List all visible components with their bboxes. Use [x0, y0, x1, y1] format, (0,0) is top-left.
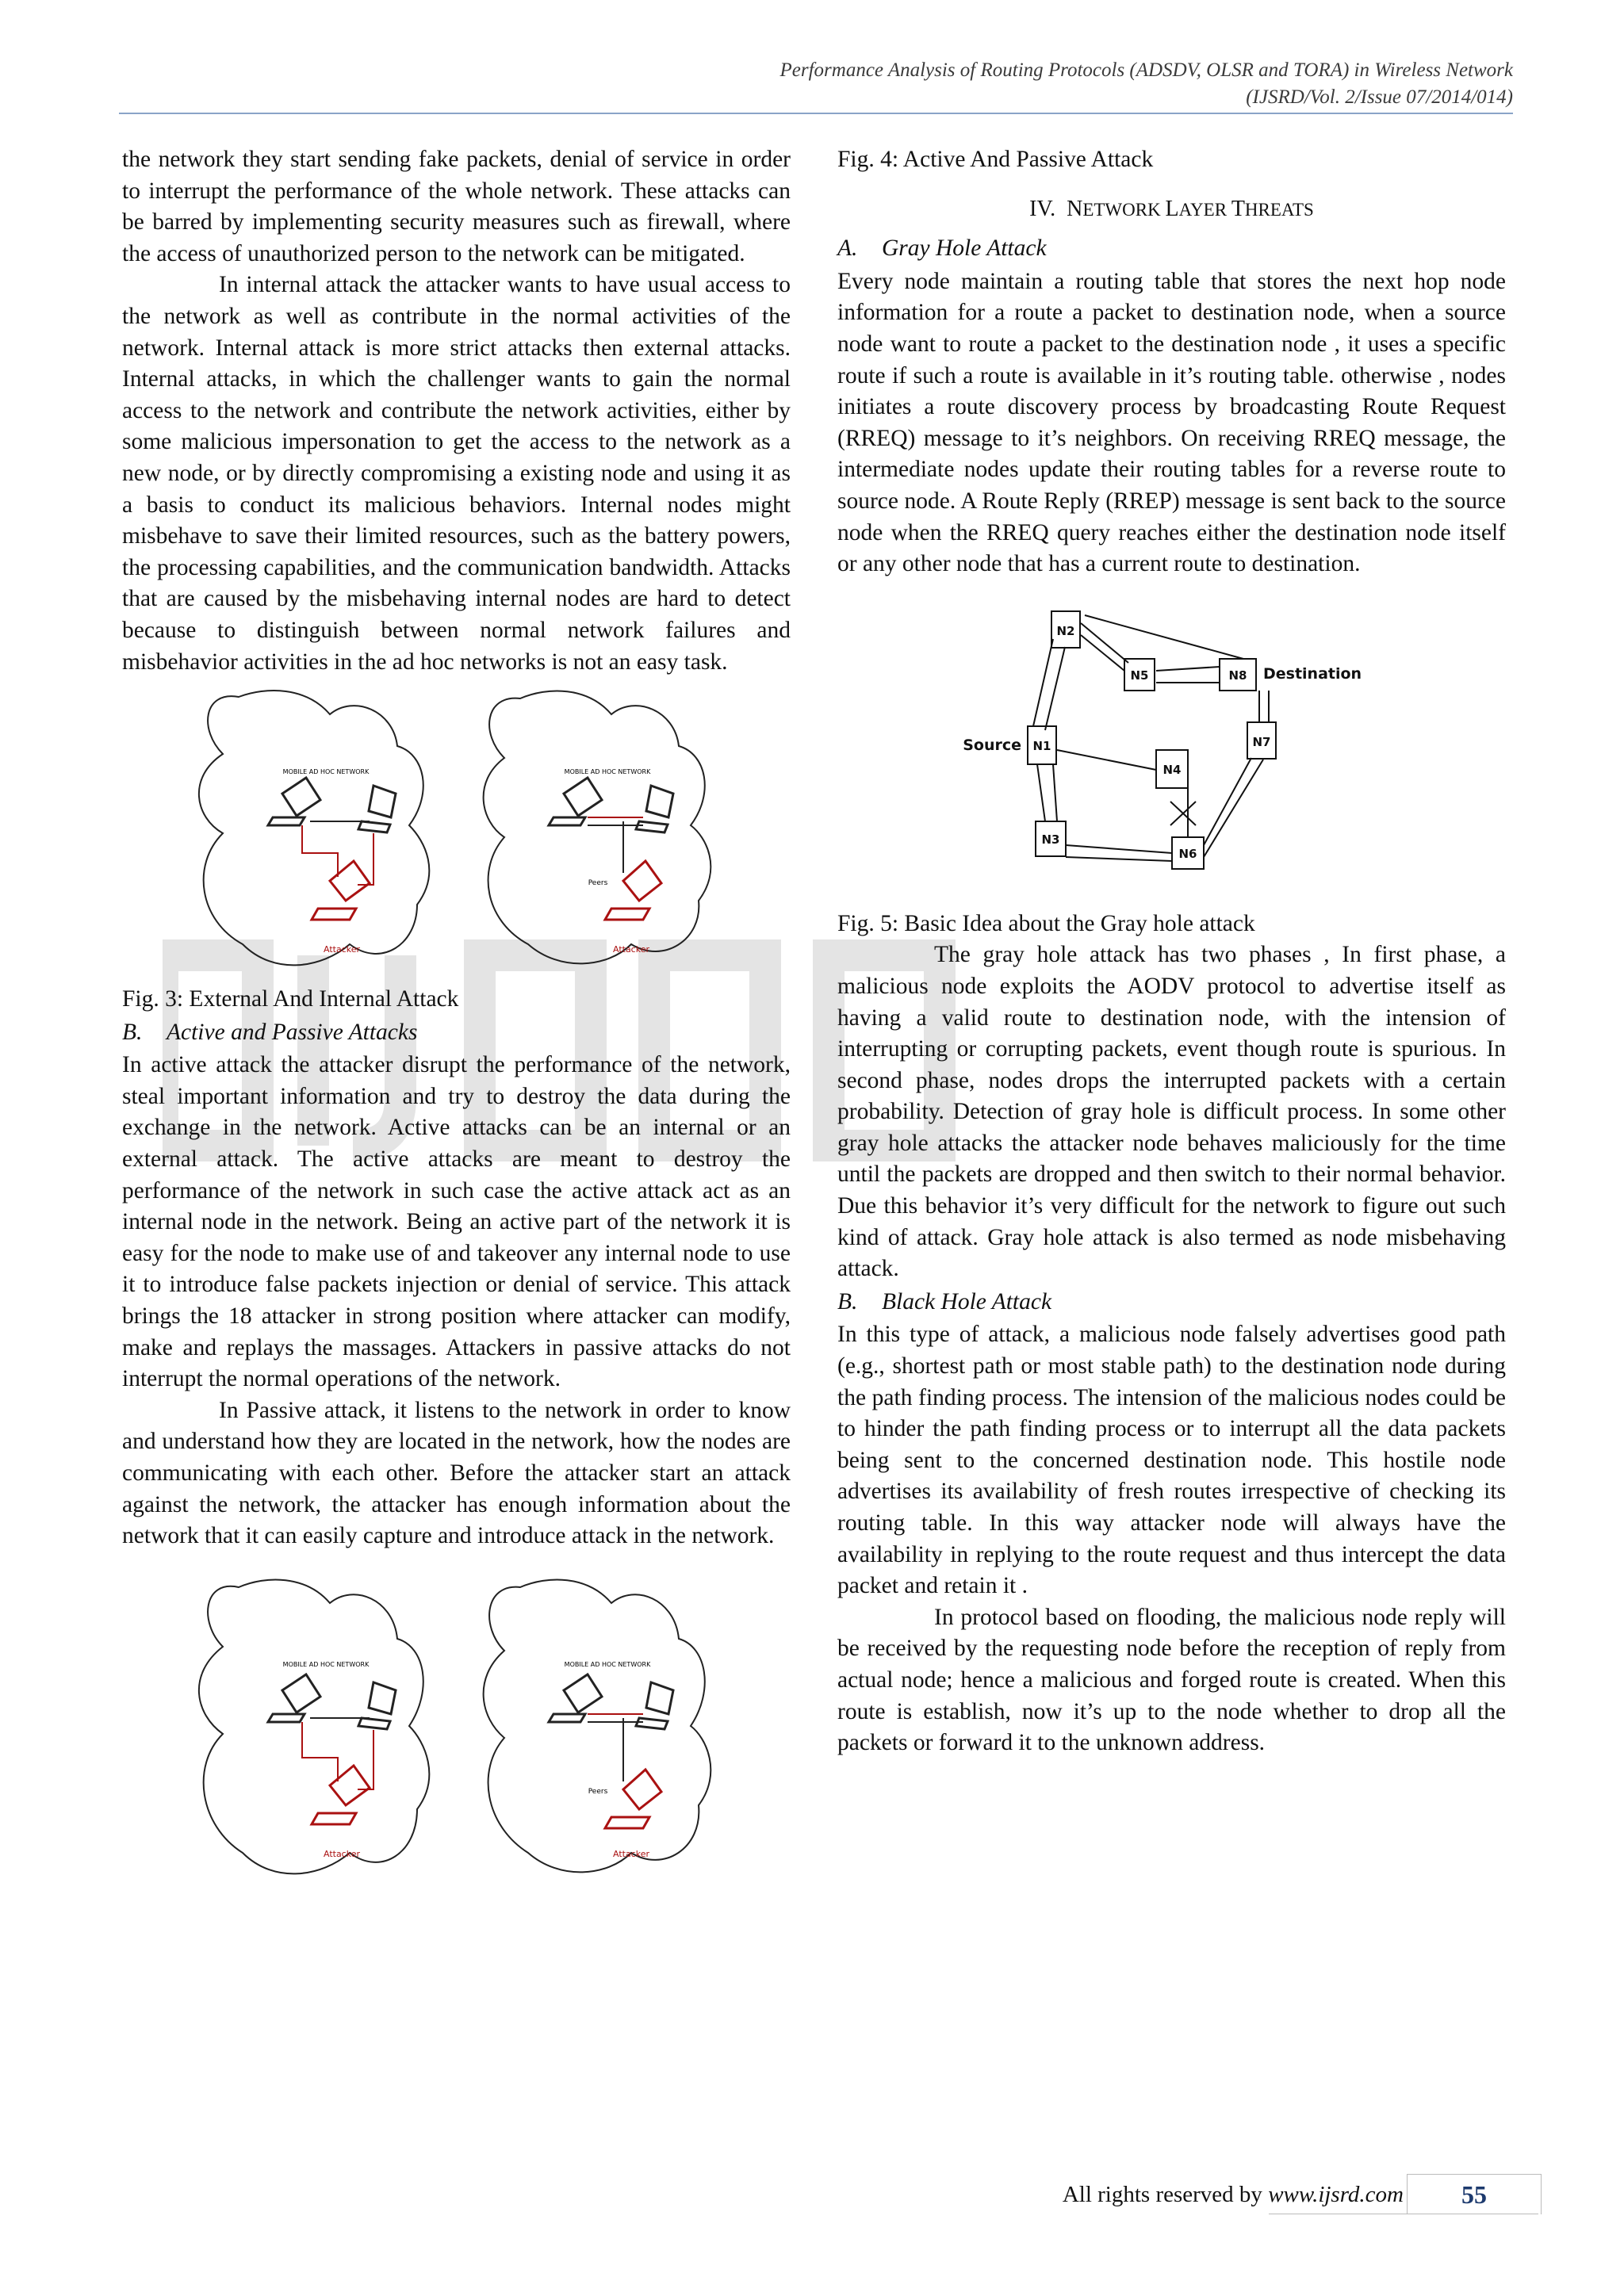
paragraph: In active attack the attacker disrupt the performance of the network, steal important information and try to destroy the data during the exchange in the network. Active attacks can be an internal or an external attack. The active attacks are meant to destroy the performance of the network in such case the active attack act as an internal node in the network. Being an active part of the network it is easy for the node to make use of and takeover any internal node to use it to introduce false packets injection or denial of service. This attack brings the 18 attacker in strong position where attacker can modify, make and replays the massages. Attackers in passive attacks do not interrupt the normal operations of the network.: [122, 1052, 791, 1392]
header-rule: [119, 113, 1513, 114]
node-n7: N7: [1252, 734, 1270, 749]
network-label: MOBILE AD HOC NETWORK: [564, 1660, 650, 1668]
heading-letter: N: [1067, 196, 1083, 221]
site-link[interactable]: www.ijsrd.com: [1268, 2182, 1404, 2207]
section-title: Black Hole Attack: [882, 1288, 1052, 1314]
node-n6: N6: [1178, 846, 1197, 861]
page-number: 55: [1407, 2174, 1542, 2214]
node-n8: N8: [1228, 668, 1247, 683]
paragraph: In protocol based on flooding, the malicious node reply will be received by the requesting node before the reception of reply from actual node; hence a malicious and forged route is created. When this route is establish, now it’s up to the node whether to drop all the packets or forward it to the unknown address.: [837, 1604, 1506, 1756]
figure-4-diagram: [179, 1563, 734, 1896]
destination-label: Destination: [1262, 664, 1362, 683]
node-n1: N1: [1032, 738, 1051, 753]
footer-rights: [1063, 2182, 1404, 2208]
section-title: Gray Hole Attack: [882, 235, 1047, 262]
figure-3-caption: Fig. 3: External And Internal Attack: [122, 986, 459, 1012]
header-title: Performance Analysis of Routing Protocols (ADSDV, OLSR and TORA) in Wireless Network: [779, 59, 1513, 81]
paragraph: In Passive attack, it listens to the network in order to know and understand how they are located in the network, how the nodes are communicating with each other. Before the attacker start an attack against the network, the attacker has enough information about the network that it can easily capture and introduce attack in the network.: [122, 1397, 791, 1549]
figure-5-diagram: [926, 591, 1418, 909]
left-column: [122, 144, 791, 1896]
section-heading-iv: [837, 193, 1506, 226]
section-heading-a: [837, 233, 1506, 265]
node-n3: N3: [1041, 832, 1059, 847]
peers-label: Peers: [588, 879, 607, 888]
figure-5-caption: Fig. 5: Basic Idea about the Gray hole attack: [837, 910, 1255, 936]
peers-label: Peers: [588, 1787, 607, 1796]
section-heading-b: [122, 1017, 791, 1049]
paragraph: Every node maintain a routing table that stores the next hop node information for a route a packet to destination node, when a source node want to route a packet to the destination node , it uses a specific route if such a route is available in it’s routing table. otherwise , nodes initiates a route discovery process by broadcasting Route Request (RREQ) message to it’s neighbors. On receiving RREQ message, the intermediate nodes update their routing tables for a reverse route to source node. A Route Reply (RREP) message is sent back to the source node when the RREQ query reaches either the destination node itself or any other node that has a current route to destination.: [837, 268, 1506, 577]
header-citation: (IJSRD/Vol. 2/Issue 07/2014/014): [1246, 86, 1513, 108]
heading-smallcaps: AYER: [1178, 199, 1231, 220]
attacker-label: Attacker: [323, 1848, 360, 1859]
source-label: Source: [962, 736, 1021, 754]
network-label: MOBILE AD HOC NETWORK: [564, 768, 650, 776]
attacker-label: Attacker: [612, 944, 649, 955]
figure-3-diagram: [179, 683, 734, 984]
node-n4: N4: [1162, 762, 1181, 777]
attacker-label: Attacker: [612, 1848, 649, 1859]
network-label: MOBILE AD HOC NETWORK: [282, 1660, 369, 1668]
running-header: [780, 57, 1514, 111]
paragraph: The gray hole attack has two phases , In first phase, a malicious node exploits the AODV protocol to advertise itself as having a valid route to destination node, with the intension of interrupting or corrupting packets, event though route is spurious. In second phase, nodes drops the interrupted packets with a certain probability. Detection of gray hole is difficult process. In some other gray hole attacks the attacker node behaves maliciously for the time until the packets are dropped and then switch to their normal behavior. Due this behavior it’s very difficult for the network to figure out such kind of attack. Gray hole attack is also termed as node misbehaving attack.: [837, 942, 1506, 1282]
node-n2: N2: [1056, 623, 1074, 638]
right-column: [837, 144, 1506, 1759]
section-letter: B.: [837, 1288, 858, 1314]
paragraph: In this type of attack, a malicious node falsely advertises good path (e.g., shortest path or most stable path) to the destination node during the path finding process. The intension of the malicious nodes could be to hinder the path finding process or to interrupt all the data packets being sent to the concerned destination node. This hostile node advertises its availability of fresh routes irrespective of checking its routing table. In this way attacker node will always have the availability in replying to the route request and thus intercept the data packet and retain it .: [837, 1322, 1506, 1599]
rights-text: All rights reserved by: [1062, 2182, 1269, 2207]
section-letter: B.: [122, 1019, 143, 1045]
heading-smallcaps: HREATS: [1244, 199, 1314, 220]
node-n5: N5: [1130, 668, 1148, 683]
heading-letter: T: [1231, 196, 1245, 221]
figure-4-caption: Fig. 4: Active And Passive Attack: [837, 147, 1154, 172]
section-title: Active and Passive Attacks: [167, 1019, 418, 1045]
paragraph: the network they start sending fake packets, denial of service in order to interrupt the performance of the whole network. These attacks can be barred by implementing security measures such as firewall, where the access of unauthorized person to the network can be mitigated.: [122, 147, 791, 266]
section-number: IV.: [1029, 196, 1056, 221]
heading-smallcaps: ETWORK: [1082, 199, 1166, 220]
heading-letter: L: [1165, 196, 1179, 221]
attacker-label: Attacker: [323, 944, 360, 955]
section-heading-b: [837, 1287, 1506, 1318]
paragraph: In internal attack the attacker wants to have usual access to the network as well as contribute in the normal activities of the network. Internal attack is more strict attacks then external attacks. Internal attacks, in which the challenger wants to gain the normal access to the network and contribute the network activities, either by some malicious impersonation to get the access to the network as a new node, or by directly compromising a existing node and using it as a basis to conduct its malicious behaviors. Internal nodes might misbehave to save their limited resources, such as the battery powers, the processing capabilities, and the communication bandwidth. Attacks that are caused by the misbehaving internal nodes are hard to detect because to distinguish between normal network failures and misbehavior activities in the ad hoc networks is not an easy task.: [122, 272, 791, 675]
section-letter: A.: [837, 235, 858, 262]
network-label: MOBILE AD HOC NETWORK: [282, 768, 369, 776]
